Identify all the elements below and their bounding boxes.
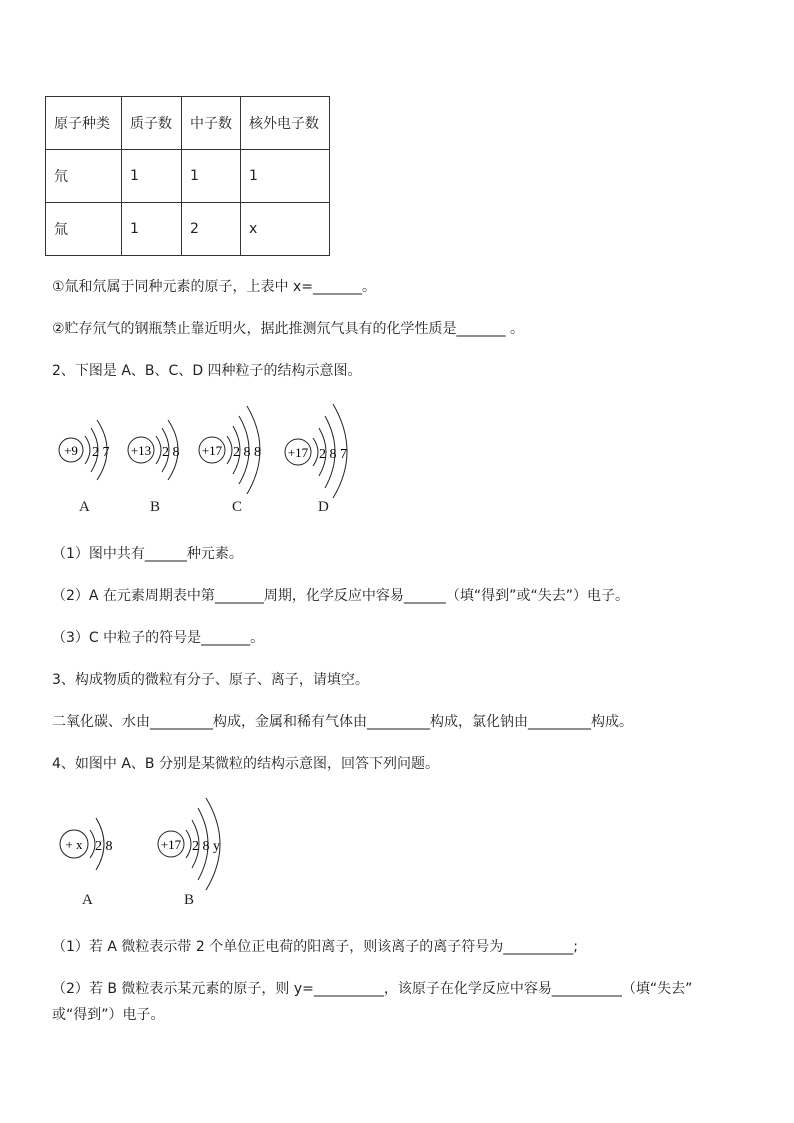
table-header-cell: 质子数 [122,97,182,150]
q3-intro: 3、构成物质的微粒有分子、原子、离子，请填空。 [52,672,369,688]
diagram-label-a: A [79,499,90,515]
q4-sub1: （1）若 A 微粒表示带 2 个单位正电荷的阳离子，则该离子的离子符号为__________; [52,939,578,955]
q1-line2: ②贮存氘气的钢瓶禁止靠近明火，据此推测氘气具有的化学性质是_______ 。 [52,321,524,337]
table-header-cell: 核外电子数 [241,97,330,150]
table-cell: 1 [182,150,241,203]
table-cell: 1 [122,203,182,256]
nucleus-charge: +9 [64,443,78,458]
shell-arc [186,830,191,858]
q2-intro: 2、下图是 A、B、C、D 四种粒子的结构示意图。 [52,363,362,379]
table-cell: 2 [182,203,241,256]
particle-table [45,96,330,256]
q4-atom-diagram-b [154,794,244,894]
table-row [46,203,330,256]
q4-atom-diagram-a [55,806,135,886]
q4-diagram-label-a: A [82,892,93,908]
diagram-label-d: D [318,499,329,515]
electron-counts: 2 8 8 [233,445,261,460]
q2-sub3: （3）C 中粒子的符号是_______。 [52,630,265,646]
q4-diagram-label-b: B [184,892,195,908]
q4-intro: 4、如图中 A、B 分别是某微粒的结构示意图，回答下列问题。 [52,756,439,772]
diagram-label-b: B [150,499,161,515]
table-header-cell: 原子种类 [46,97,122,150]
q4-sub2-line2: 或“得到”）电子。 [52,1007,165,1023]
q2-sub1: （1）图中共有______种元素。 [52,546,243,562]
nucleus-charge: +17 [201,443,223,458]
atom-diagram-a [55,410,135,495]
table-cell: x [241,203,330,256]
electron-counts: 2 8 7 [319,447,347,462]
nucleus-charge: + x [65,837,83,852]
q3-line: 二氧化碳、水由_________构成，金属和稀有气体由_________构成，氯化钠由_________构成。 [52,714,633,730]
table-header-row [46,97,330,150]
atom-diagram-b [124,410,204,495]
electron-counts: 2 7 [92,445,110,460]
nucleus-charge: +17 [160,837,182,852]
electron-counts: 2 8 [95,839,113,854]
electron-counts: 2 8 y [192,839,220,854]
q2-sub2: （2）A 在元素周期表中第_______周期，化学反应中容易______（填“得到”或“失去”）电子。 [52,588,629,604]
table-cell: 1 [122,150,182,203]
q1-line1: ①氚和氘属于同种元素的原子，上表中 x=_______。 [52,279,377,295]
table-header-cell: 中子数 [182,97,241,150]
table-row [46,150,330,203]
shell-arc [227,436,232,464]
shell-arc [156,436,161,464]
electron-counts: 2 8 [162,445,180,460]
nucleus-charge: +17 [287,445,309,460]
table-cell: 氘 [46,150,122,203]
nucleus-charge: +13 [130,443,152,458]
table-cell: 氚 [46,203,122,256]
atom-diagram-d [281,400,371,500]
q4-sub2-line1: （2）若 B 微粒表示某元素的原子，则 y=__________，该原子在化学反应中容易__________（填“失去” [52,981,693,997]
diagram-label-c: C [232,499,243,515]
table-cell: 1 [241,150,330,203]
shell-arc [85,436,90,464]
atom-diagram-c [195,400,285,500]
shell-arc [313,438,318,466]
